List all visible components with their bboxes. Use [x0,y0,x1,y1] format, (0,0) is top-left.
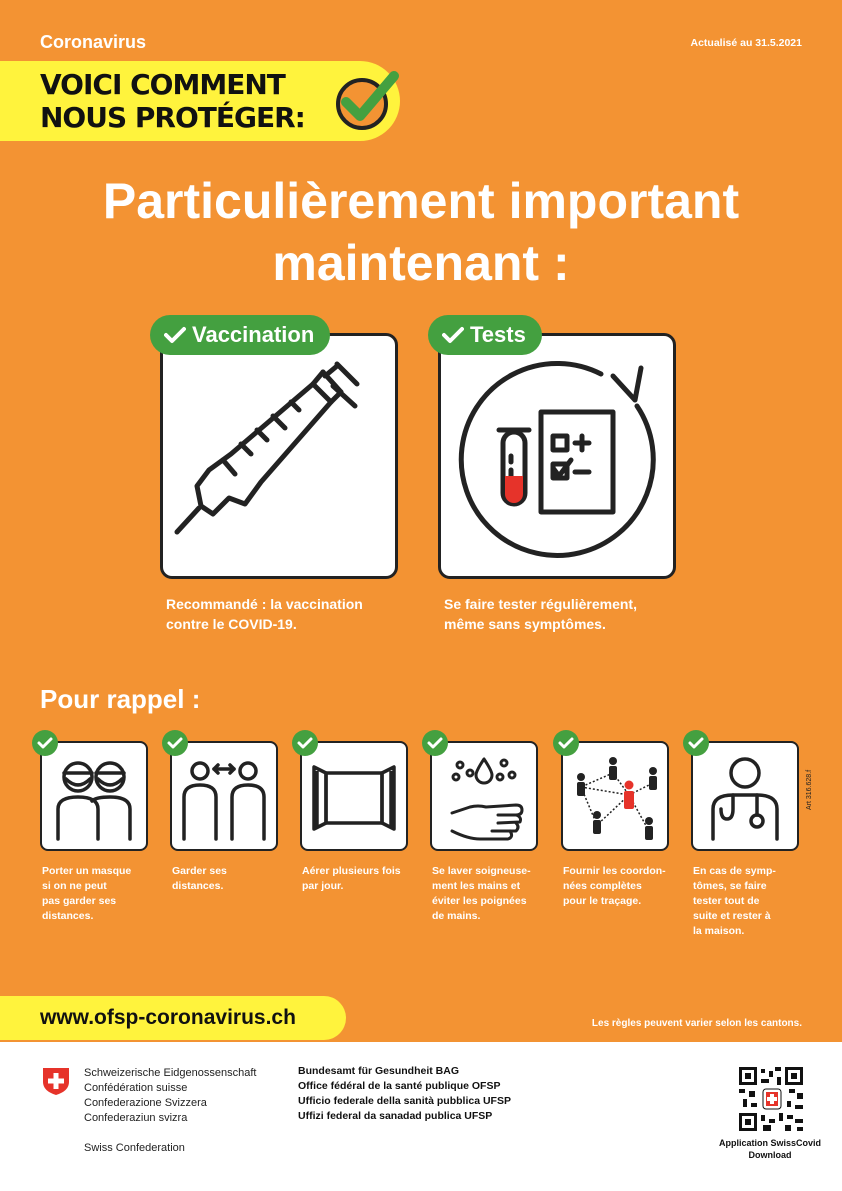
confederation-line: Confederaziun svizra [84,1112,188,1124]
app-download [700,1137,840,1161]
caption-line: par jour. [302,880,344,892]
reminder-box-handwash [430,741,538,851]
caption-line: tômes, se faire [693,880,767,892]
kicker: Coronavirus [40,32,147,52]
check-icon [32,730,58,756]
headline-line-2: maintenant : [272,235,570,291]
reminder-box-distance [170,741,278,851]
caption-line: nées complètes [563,880,642,892]
website-link[interactable]: www.ofsp-coronavirus.ch [40,1006,296,1029]
check-icon [422,730,448,756]
check-icon [162,730,188,756]
confederation-line: Schweizerische Eidgenossenschaft [84,1067,257,1079]
office-names [298,1064,511,1124]
masked-people-icon [42,743,145,848]
caption-line: même sans symptômes. [444,616,606,632]
caption-line: si on ne peut [42,880,107,892]
updated-date: Actualisé au 31.5.2021 [690,37,802,49]
reminder-box-window [300,741,408,851]
vaccination-caption [166,594,363,634]
article-number: Art 316.628.f [806,769,813,810]
check-icon [292,730,318,756]
reminder-caption-distance [172,864,290,894]
reminder-box-mask [40,741,148,851]
caption-line: distances. [42,910,94,922]
syringe-icon [163,336,395,576]
reminder-title: Pour rappel : [40,684,201,714]
app-name: Application SwissCovid [718,1138,821,1148]
tests-caption [444,594,637,634]
swiss-confederation: Swiss Confederation [84,1142,185,1154]
reminder-box-doctor [691,741,799,851]
tests-label [428,315,542,355]
caption-line: éviter les poignées [432,895,527,907]
caption-line: Aérer plusieurs fois [302,865,401,877]
caption-line: Se faire tester régulièrement, [444,596,637,612]
office-line: Office fédéral de la santé publique OFSP [298,1080,501,1092]
banner-title [40,68,305,134]
reminder-caption-handwash [432,864,550,924]
doctor-icon [693,743,796,848]
vaccination-box [160,333,398,579]
qr-code-icon[interactable] [739,1067,803,1131]
headline-line-1: Particulièrement important [102,173,740,229]
handwashing-icon [432,743,535,848]
caption-line: pour le traçage. [563,895,642,907]
office-line: Ufficio federale della sanità pubblica UFSP [298,1095,511,1107]
reminder-caption-doctor [693,864,803,939]
caption-line: pas garder ses [42,895,117,907]
caption-line: tester tout de [693,895,760,907]
reminder-caption-mask [42,864,160,924]
caption-line: distances. [172,880,224,892]
confederation-names [84,1066,256,1126]
caption-line: Se laver soigneuse- [432,865,531,877]
reminder-caption-tracing [563,864,681,909]
banner-line-1: VOICI COMMENT [40,68,285,101]
vaccination-label-text: Vaccination [192,322,315,347]
check-badge-icon [332,64,402,132]
caption-line: contre le COVID-19. [166,616,297,632]
office-line: Uffizi federal da sanadad publica UFSP [298,1110,493,1122]
headline [0,170,842,294]
office-line: Bundesamt für Gesundheit BAG [298,1065,460,1077]
tests-label-text: Tests [470,322,526,347]
tests-box [438,333,676,579]
test-cycle-icon [441,336,673,576]
check-icon [442,326,464,344]
open-window-icon [302,743,405,848]
download-label: Download [748,1150,792,1160]
swiss-flag-icon [41,1066,71,1096]
caption-line: Porter un masque [42,865,132,877]
cantonal-rules-note: Les règles peuvent varier selon les cantons. [591,1018,802,1029]
caption-line: ment les mains et [432,880,521,892]
caption-line: Fournir les coordon- [563,865,666,877]
caption-line: Garder ses [172,865,227,877]
caption-line: En cas de symp- [693,865,776,877]
confederation-line: Confédération suisse [84,1082,188,1094]
confederation-line: Confederazione Svizzera [84,1097,207,1109]
banner-line-2: NOUS PROTÉGER: [40,101,305,134]
caption-line: la maison. [693,925,745,937]
check-icon [553,730,579,756]
reminder-box-tracing [561,741,669,851]
vaccination-label [150,315,330,355]
caption-line: Recommandé : la vaccination [166,596,363,612]
caption-line: suite et rester à [693,910,771,922]
check-icon [164,326,186,344]
contact-tracing-icon [563,743,666,848]
caption-line: de mains. [432,910,481,922]
reminder-caption-window [302,864,420,894]
distance-icon [172,743,275,848]
check-icon [683,730,709,756]
